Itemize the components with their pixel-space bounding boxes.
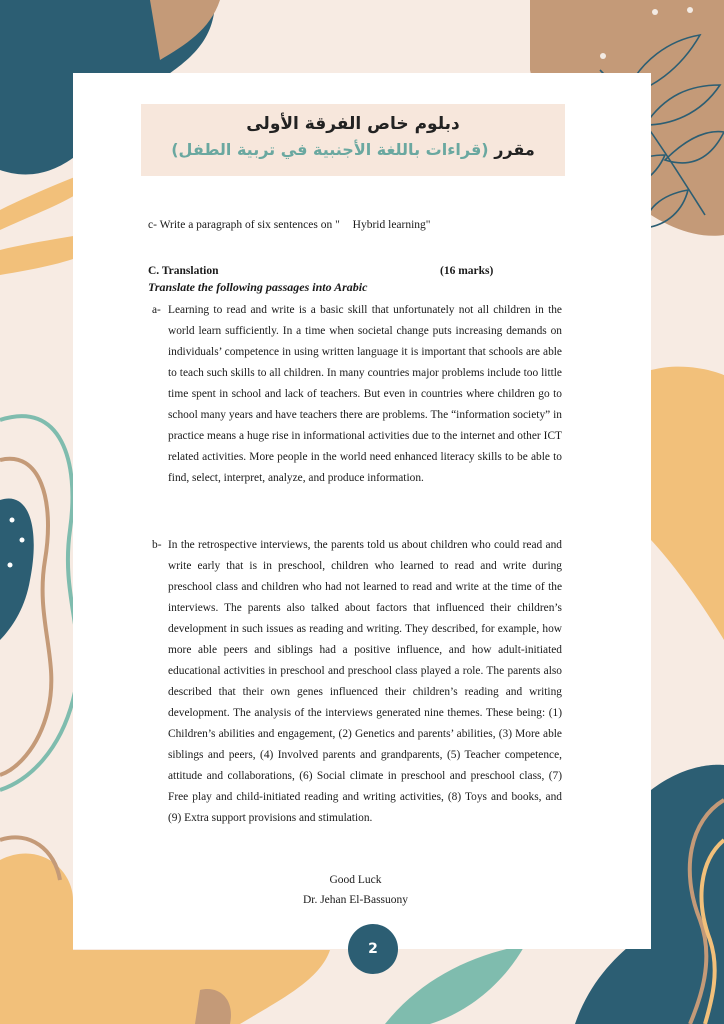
orange-blob-bottom-left <box>0 854 73 1024</box>
header-course-name: (قراءات باللغة الأجنبية في تربية الطفل) <box>171 140 489 159</box>
passage-a-text: Learning to read and write is a basic skill that unfortunately not all children in the world learn sufficiently. In a time when societal change puts increasing demands on individuals’ competence in using written language it is important that schools are able to teach such skills to all children. In many countries major problems include too little time spent in school and lack of teachers. But even in countries where children go to school many years and have teachers there are problems. The “information society” in practice means a huge rise in informational activities due to the internet and other ICT related activities. More people in the world need enhanced literacy skills to be able to find, select, interpret, analyze, and produce information. <box>168 304 562 484</box>
header-course-prefix: مقرر <box>494 140 535 159</box>
author-name: Dr. Jehan El-Bassuony <box>302 894 409 906</box>
translation-heading <box>148 265 508 277</box>
header-course <box>141 140 565 159</box>
question-c <box>148 219 431 231</box>
translation-marks: (16 marks) <box>440 265 494 277</box>
passage-b-marker: b- <box>152 539 162 551</box>
passage-b <box>152 535 562 829</box>
translation-title: C. Translation <box>148 265 219 277</box>
teal-blob-left <box>0 498 34 640</box>
passage-a <box>152 300 562 489</box>
translation-instruction: Translate the following passages into Arabic <box>148 280 368 294</box>
closing <box>73 870 638 910</box>
question-c-prompt: Write a paragraph of six sentences on " <box>159 219 340 231</box>
mint-leaf-bottom <box>385 945 525 1024</box>
question-c-topic: Hybrid learning" <box>352 219 431 231</box>
header-title: دبلوم خاص الفرقة الأولى <box>246 114 460 134</box>
passage-b-text: In the retrospective interviews, the parents told us about children who could read and write early that is in preschool, children who learned to read and write during preschool class and children who had not learned to read and write at the time of the interviews. The parents also talked about factors that influenced their children’s development in such issues as reading and writing. They described, for example, how more able peers and siblings had a positive influence, and how adult-initiated educational activities in preschool and preschool class played a role. The parents also described that their own genes influenced their children’s reading and writing development. The analysis of the interviews generated nine themes. These being: (1) Children’s abilities and engagement, (2) Genetics and parents’ abilities, (3) More able siblings and peers, (4) Involved parents and grandparents, (5) Teacher competence, attitude and collaborations, (6) Social climate in preschool and preschool class, (7) Free play and child-initiated reading and writing activities, (8) Toys and books, and (9) Extra support provisions and stimulation. <box>168 539 562 824</box>
exam-page <box>73 73 651 949</box>
good-luck-text: Good Luck <box>329 874 382 886</box>
header-band <box>141 104 565 176</box>
page-number-badge: 2 <box>348 924 398 974</box>
orange-blob-right <box>651 367 724 640</box>
passage-a-marker: a- <box>152 304 161 316</box>
question-c-label: c- <box>148 219 157 231</box>
